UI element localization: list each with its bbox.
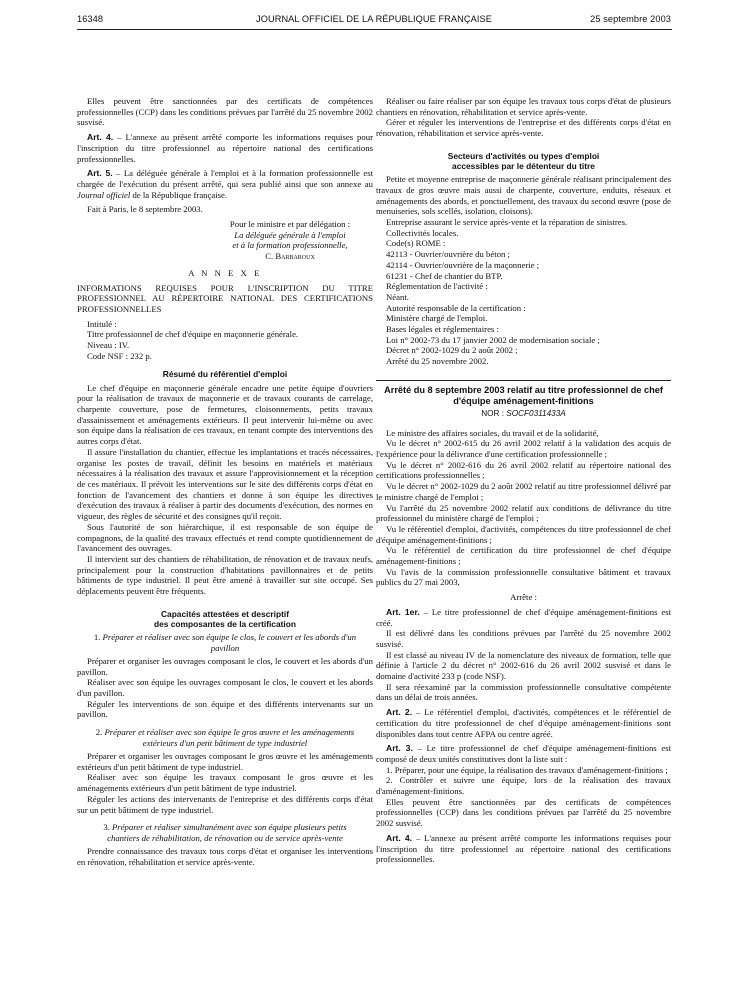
section-separator	[376, 380, 671, 381]
visa: Vu l'avis de la commission professionnelle consultative bâtiment et travaux publics du 27 mai 2003,	[376, 566, 671, 588]
title-line: Capacités attestées et descriptif	[160, 608, 289, 619]
annexe-title: A N N E X E	[188, 267, 262, 278]
paragraph: Elles peuvent être sanctionnées par des certificats de compétences professionnelles (CCP) dans les conditions prévues par l'arrêté du 25 novembre 2002 susvisé.	[376, 796, 671, 829]
item-title: Préparer et réaliser avec son équipe le clos, le couvert et les abords d'un pavillon	[100, 632, 357, 653]
legal-ref: Arrêté du 25 novembre 2002.	[386, 356, 489, 367]
visa: Vu le décret n° 2002-1029 du 2 août 2002 relatif au titre professionnel délivré par le ministre chargé de l'emploi ;	[376, 481, 671, 502]
visa: Vu le décret n° 2002-616 du 26 avril 2002 relatif au répertoire national des certifications professionnelles ;	[376, 459, 671, 481]
article-text: – La déléguée générale à l'emploi et à la formation professionnelle est chargée de l'exécution du présent arrêté, qui sera publié ainsi que son annexe au	[77, 168, 373, 189]
annexe-heading: INFORMATIONS REQUISES POUR L'INSCRIPTION DU TITRE PROFESSIONNEL AU RÉPERTOIRE NATIONAL DES CERTIFICATIONS PROFESSIONNELLES	[77, 282, 373, 314]
article-5	[77, 168, 373, 200]
article-3	[376, 743, 671, 764]
article-label: Art. 4.	[386, 832, 413, 843]
paragraph: Il assure l'installation du chantier, effectue les implantations et tracés nécessaires, organise les postes de travail, définit les besoins en matériels et matériaux nécessaires à la réalisation des travaux et assure l'approvisionnement et la réception de ces matériaux. Il prévoit les interventions sur le site des différents corps d'état en fonction de l'avancement des chantiers et donne à son équipe les directives d'exécution des travaux à réaliser à partir des documents d'exécution, des normes en vigueur, des règles de sécurité et des consignes qu'il reçoit.	[77, 446, 373, 522]
visa: Vu l'arrêté du 25 novembre 2002 relatif aux conditions de délivrance du titre professionnel du ministère chargé de l'emploi ;	[376, 502, 671, 524]
subsection-title-3	[77, 822, 373, 843]
list-item: 1. Préparer, pour une équipe, la réalisation des travaux d'aménagement-finitions ;	[386, 764, 668, 775]
arrete-word: Arrête :	[510, 592, 537, 603]
article-1	[376, 607, 671, 628]
legal-ref: Décret n° 2002-1029 du 2 août 2002 ;	[386, 345, 518, 356]
article-text: de la République française.	[130, 189, 228, 200]
paragraph: Il intervient sur des chantiers de réhabilitation, de rénovation et de travaux neufs, principalement pour la construction d'habitations pavillonnaires et de petits bâtiments de type industriel. Il peut être amené à travailler sur site occupé. Ses déplacements peuvent être fréquents.	[77, 553, 373, 597]
article-text: – Le référentiel d'emploi, d'activités, compétences et le référentiel de certification du titre professionnel de chef d'équipe aménagement-finitions sont disponibles dans tout centre AFPA ou centre agréé.	[376, 707, 671, 739]
intitule-label: Intitulé :	[87, 318, 117, 329]
signature-block	[77, 219, 373, 262]
article-4-right	[376, 833, 671, 865]
reglementation-label: Réglementation de l'activité :	[386, 281, 488, 292]
fait-line: Fait à Paris, le 8 septembre 2003.	[87, 204, 203, 215]
item-number: 3.	[103, 822, 110, 833]
paragraph: Collectivités locales.	[386, 227, 459, 238]
article-2	[376, 707, 671, 739]
visa: Vu le référentiel d'emploi, d'activités, compétences du titre professionnel de chef d'équipe aménagement-finitions ;	[376, 523, 671, 545]
article-label: Art. 4.	[87, 132, 114, 143]
paragraph: Réguler les interventions de son équipe et des différents intervenants sur un pavillon.	[77, 698, 373, 720]
intitule-value: Titre professionnel de chef d'équipe en maçonnerie générale.	[87, 329, 299, 340]
article-text: – Le titre professionnel de chef d'équipe aménagement-finitions est composé de deux unités constitutives dont la liste suit :	[376, 743, 671, 764]
paragraph: Il est délivré dans les conditions prévues par l'arrêté du 25 novembre 2002 susvisé.	[376, 628, 671, 649]
code-nsf: Code NSF : 232 p.	[87, 350, 152, 361]
visa: Vu le décret n° 2002-615 du 26 avril 2002 relatif à la validation des acquis de l'expérience pour la délivrance d'une certification professionnelle ;	[376, 438, 671, 459]
signature-line: et à la formation professionnelle,	[232, 240, 348, 251]
article-4	[77, 132, 373, 164]
bases-label: Bases légales et réglementaires :	[386, 324, 499, 335]
visa: Vu le référentiel de certification du titre professionnel de chef d'équipe aménagement-finitions ;	[376, 545, 671, 567]
paragraph: Sous l'autorité de son hiérarchique, il est responsable de son équipe de compagnons, de la qualité des travaux effectués et rend compte quotidiennement de l'avancement des ouvrages.	[77, 521, 373, 554]
paragraph: Préparer et organiser les ouvrages composant le clos, le couvert et les abords d'un pavillon.	[77, 655, 373, 677]
autorite-value: Ministère chargé de l'emploi.	[386, 313, 488, 324]
paragraph: Entreprise assurant le service après-vente et la réparation de sinistres.	[386, 217, 628, 228]
title-line: Secteurs d'activités ou types d'emploi	[447, 150, 600, 161]
list-item: 2. Contrôler et suivre une équipe, lors de la réalisation des travaux d'aménagement-finitions.	[376, 775, 671, 797]
title-line: accessibles par le détenteur du titre	[452, 161, 595, 172]
paragraph: Réaliser avec son équipe les travaux composant le gros œuvre et les aménagements extérieurs d'un petit bâtiment de type industriel.	[77, 772, 373, 794]
subsection-title-1	[77, 632, 373, 653]
nor-label: NOR :	[481, 408, 507, 418]
nor-reference	[376, 409, 671, 420]
item-title: Préparer et réaliser simultanément avec son équipe plusieurs petits chantiers de réhabilitation, de rénovation ou de service après-vente	[107, 822, 347, 843]
right-column	[376, 96, 671, 865]
section-title-resume: Résumé du référentiel d'emploi	[162, 369, 288, 380]
title-line: des composantes de la certification	[154, 618, 296, 629]
article-text: – L'annexe au présent arrêté comporte les informations requises pour l'inscription du titre professionnel au répertoire national des certifications professionnelles.	[77, 132, 373, 164]
paragraph: Petite et moyenne entreprise de maçonnerie générale réalisant principalement des travaux de gros œuvre mais aussi de charpente, couverture, enduits, réseaux et aménagements des abords, et ponctuellement, des travaux du second œuvre (pose de menuiseries, sols scellés, isolation, cloisons).	[376, 174, 671, 217]
journal-title: JOURNAL OFFICIEL DE LA RÉPUBLIQUE FRANÇAISE	[256, 14, 492, 24]
article-text: – Le titre professionnel de chef d'équipe aménagement-finitions est créé.	[376, 606, 671, 628]
niveau: Niveau : IV.	[87, 340, 130, 351]
paragraph: Le chef d'équipe en maçonnerie générale encadre une petite équipe d'ouvriers pour la réalisation de travaux de maçonnerie et de travaux courants de carrelage, charpente couverture, pose de fermetures, cloisonnements, petits travaux d'assainissement et aménagements extérieurs. Il peut intervenir lui-même ou avec son équipe dans la réalisation de ces travaux, en tenant compte des interventions des autres corps d'état.	[77, 382, 373, 447]
visa: Le ministre des affaires sociales, du travail et de la solidarité,	[386, 427, 599, 438]
paragraph: Préparer et organiser les ouvrages composant le gros œuvre et les aménagements extérieurs d'un petit bâtiment de type industriel.	[77, 750, 373, 772]
signature-line: La déléguée générale à l'emploi	[234, 229, 346, 240]
signature-line: Pour le ministre et par délégation :	[229, 219, 351, 230]
rome-item: 42114 - Ouvrier/ouvrière de la maçonnerie ;	[386, 259, 540, 270]
subsection-title-2	[77, 727, 373, 748]
item-title: Préparer et réaliser avec son équipe le gros œuvre et les aménagements extérieurs d'un petit bâtiment de type industriel	[102, 727, 355, 748]
rome-item: 42113 - Ouvrier/ouvrière du béton ;	[386, 249, 510, 260]
journal-name: Journal officiel	[77, 189, 131, 200]
issue-date: 25 septembre 2003	[590, 14, 671, 24]
nor-value: SOCF0311433A	[506, 408, 566, 418]
arrete-title: Arrêté du 8 septembre 2003 relatif au titre professionnel de chef d'équipe aménagement-finitions	[384, 384, 663, 406]
header-rule	[77, 29, 672, 30]
paragraph: Prendre connaissance des travaux tous corps d'état et organiser les interventions en rénovation, réhabilitation et service après-vente.	[77, 846, 373, 867]
item-number: 1.	[93, 632, 101, 643]
article-label: Art. 1er.	[386, 606, 420, 617]
paragraph: Gérer et réguler les interventions de l'entreprise et des différents corps d'état en rénovation, réhabilitation et service après-vente.	[376, 117, 671, 139]
article-text: – L'annexe au présent arrêté comporte les informations requises pour l'inscription du titre professionnel au répertoire national des certifications professionnelles.	[376, 832, 671, 865]
legal-ref: Loi n° 2002-73 du 17 janvier 2002 de modernisation sociale ;	[386, 334, 600, 345]
page-number: 16348	[77, 14, 104, 24]
article-label: Art. 2.	[386, 707, 413, 718]
paragraph: Réaliser ou faire réaliser par son équipe les travaux tous corps d'état de plusieurs chantiers en rénovation, réhabilitation et service après-vente.	[376, 96, 671, 117]
autorite-label: Autorité responsable de la certification :	[386, 302, 526, 313]
rome-label: Code(s) ROME :	[386, 238, 446, 249]
section-title-secteurs	[376, 151, 671, 171]
reglementation-value: Néant.	[386, 291, 409, 302]
paragraph: Il sera réexaminé par la commission professionnelle consultative compétente dans un délai de trois années.	[376, 681, 671, 703]
page-header	[77, 12, 671, 26]
article-label: Art. 5.	[87, 168, 113, 179]
item-number: 2.	[95, 727, 103, 738]
paragraph: Il est classé au niveau IV de la nomenclature des niveaux de formation, telle que définie à l'article 2 du décret n° 2002-616 du 26 avril 2002 susvisé et dans le domaine d'activité 233 p (code NSF).	[376, 649, 671, 682]
signatory-name: C. Barbaroux	[265, 251, 315, 262]
rome-item: 61231 - Chef de chantier du BTP.	[386, 270, 503, 281]
paragraph: Réguler les actions des intervenants de l'entreprise et des différents corps d'état sur un petit bâtiment de type industriel.	[77, 793, 373, 815]
section-title-capacites	[77, 609, 373, 629]
paragraph: Elles peuvent être sanctionnées par des certificats de compétences professionnelles (CCP) dans les conditions prévues par l'arrêté du 25 novembre 2002 susvisé.	[77, 96, 373, 128]
left-column	[77, 96, 373, 867]
paragraph: Réaliser avec son équipe les ouvrages composant le clos, le couvert et les abords d'un pavillon.	[77, 677, 373, 699]
article-label: Art. 3.	[386, 743, 413, 754]
